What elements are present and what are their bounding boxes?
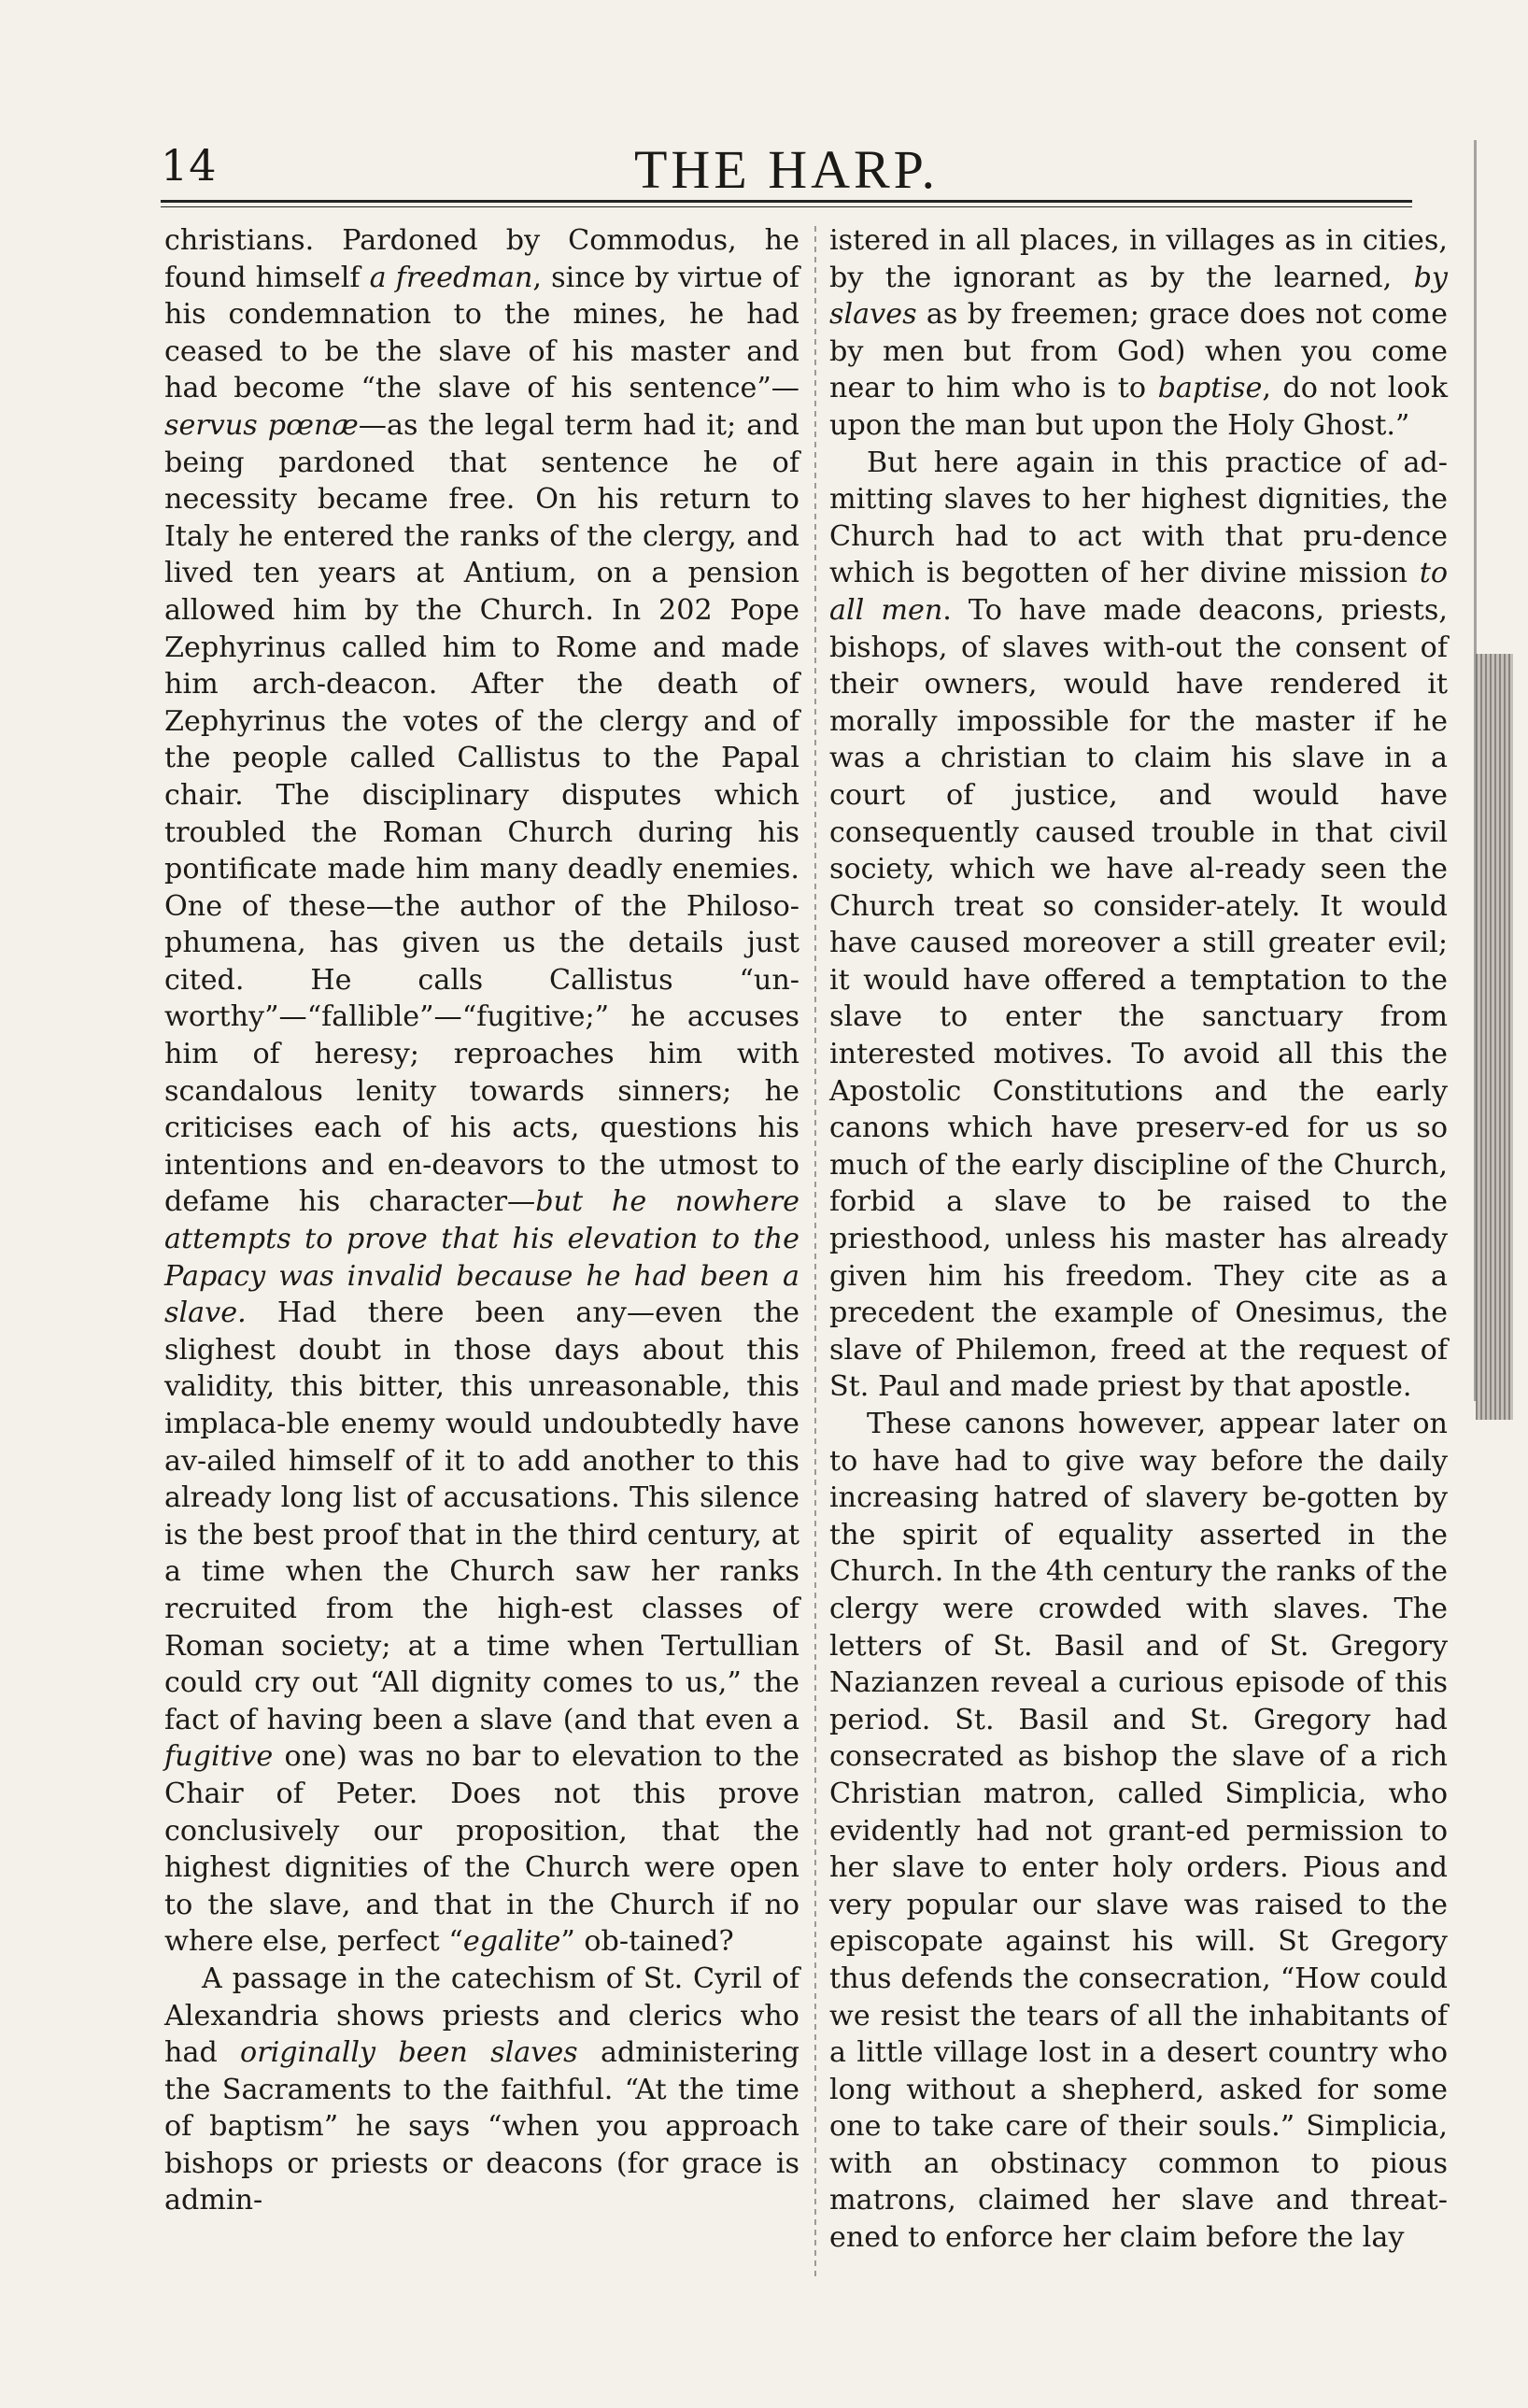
body-text: one) was no bar to elevation to the Chair of Peter. Does not this prove conclusively our proposition, that the highest dignities of the Church were open to the slave, and that in the Church if no where else, perfect “ — [164, 1740, 799, 1959]
italic-text: by slaves — [829, 261, 1448, 332]
italic-text: servus pœnæ — [164, 408, 359, 442]
body-text: These canons however, appear later on to have had to give way before the daily increasing hatred of slavery be-gotten by the spirit of equality asserted in the Church. In the 4th century the ranks of the clergy were crowded with slaves. The letters of St. Basil and of St. Gregory Nazianzen reveal a curious episode of this period. St. Basil and St. Gregory had consecrated as bishop the slave of a rich Christian matron, called Simplicia, who evidently had not grant-ed permission to her slave to enter holy orders. Pious and very popular our slave was raised to the episcopate against his will. St Gregory thus defends the consecration, “How could we resist the tears of all the inhabitants of a little village lost in a desert country who long without a shepherd, asked for some one to take care of their souls.” Simplicia, with an obstinacy common to pious matrons, claimed her slave and threat-ened to enforce her claim before the lay — [829, 1408, 1448, 2255]
body-text: as by freemen; grace does not come by men but from God) when you come near to him who is to — [829, 298, 1448, 405]
body-text: Had there been any—even the slighest doubt in those days about this validity, this bitter, this unreasonable, this implaca-ble enemy would undoubtedly have av-ailed himself of it to add another to this already long list of accusations. This silence is the best proof that in the third century, at a time when the Church saw her ranks recruited from the high-est classes of Roman society; at a time when Tertullian could cry out “All dignity comes to us,” the fact of having been a slave (and that even a — [164, 1296, 799, 1736]
running-title: THE HARP. — [633, 139, 940, 200]
paragraph — [829, 222, 1448, 445]
italic-text: baptise — [1157, 372, 1263, 405]
page-number: 14 — [161, 140, 218, 191]
column-gutter-rule — [814, 226, 816, 2281]
body-text: christians. Pardoned by Commodus, he found himself — [164, 224, 799, 294]
header-rule-thin — [161, 206, 1412, 207]
italic-text: but he nowhere attempts to prove that his elevation to the Papacy was invalid because he had been a slave. — [164, 1185, 799, 1330]
body-text: , do not look upon the man but upon the Holy Ghost.” — [829, 372, 1448, 442]
body-text: But here again in this practice of ad-mitting slaves to her highest dignities, the Church had to act with that pru-dence which is begotten of her divine mission — [829, 446, 1448, 590]
paragraph — [164, 1961, 799, 2219]
paragraph — [829, 445, 1448, 1406]
header-rule-thick — [161, 200, 1412, 203]
body-text: , since by virtue of his condemnation to the mines, he had ceased to be the slave of his master and had become “the slave of his sentence”— — [164, 261, 799, 405]
italic-text: a freedman — [369, 261, 533, 294]
body-text: —as the legal term had it; and being pardoned that sentence he of necessity became free. On his return to Italy he entered the ranks of the clergy, and lived ten years at Antium, on a pension allowed him by the Church. In 202 Pope Zephyrinus called him to Rome and made him arch-deacon. After the death of Zephyrinus the votes of the clergy and of the people called Callistus to the Papal chair. The disciplinary disputes which troubled the Roman Church during his pontificate made him many deadly enemies. One of these—the author of the Philoso-phumena, has given us the details just cited. He calls Callistus “un-worthy”—“fallible”—“fugitive;” he accuses him of heresy; reproaches him with scandalous lenity towards sinners; he criticises each of his acts, questions his intentions and en-deavors to the utmost to defame his character— — [164, 408, 799, 1219]
body-text: administering the Sacraments to the faithful. “At the time of baptism” he says “when you approach bishops or priests or deacons (for grace is admin- — [164, 2036, 799, 2217]
binding-edge-mark — [1476, 654, 1513, 1420]
italic-text: egalite — [462, 1925, 561, 1959]
page-header — [161, 139, 1412, 200]
body-text: A passage in the catechism of St. Cyril of Alexandria shows priests and clerics who had — [164, 1962, 799, 2070]
body-text: . To have made deacons, priests, bishops, of slaves with-out the consent of their owners, would have rendered it morally impossible for the master if he was a christian to claim his slave in a court of justice, and would have consequently caused trouble in that civil society, which we have al-ready seen the Church treat so consider-ately. It would have caused moreover a still greater evil; it would have offered a temptation to the slave to enter the sanctuary from interested motives. To avoid all this the Apostolic Constitutions and the early canons which have preserv-ed for us so much of the early discipline of the Church, forbid a slave to be raised to the priesthood, unless his master has already given him his freedom. They cite as a precedent the example of Onesimus, the slave of Philemon, freed at the request of St. Paul and made priest by that apostle. — [829, 593, 1448, 1404]
paragraph — [164, 222, 799, 1961]
body-text: istered in all places, in villages as in cities, by the ignorant as by the learned, — [829, 224, 1448, 294]
right-column — [829, 222, 1448, 2257]
italic-text: originally been slaves — [240, 2036, 578, 2070]
left-column — [164, 222, 799, 2219]
italic-text: to all men — [829, 557, 1448, 627]
italic-text: fugitive — [164, 1740, 274, 1774]
body-text: ” ob-tained? — [560, 1925, 734, 1959]
paragraph — [829, 1406, 1448, 2257]
